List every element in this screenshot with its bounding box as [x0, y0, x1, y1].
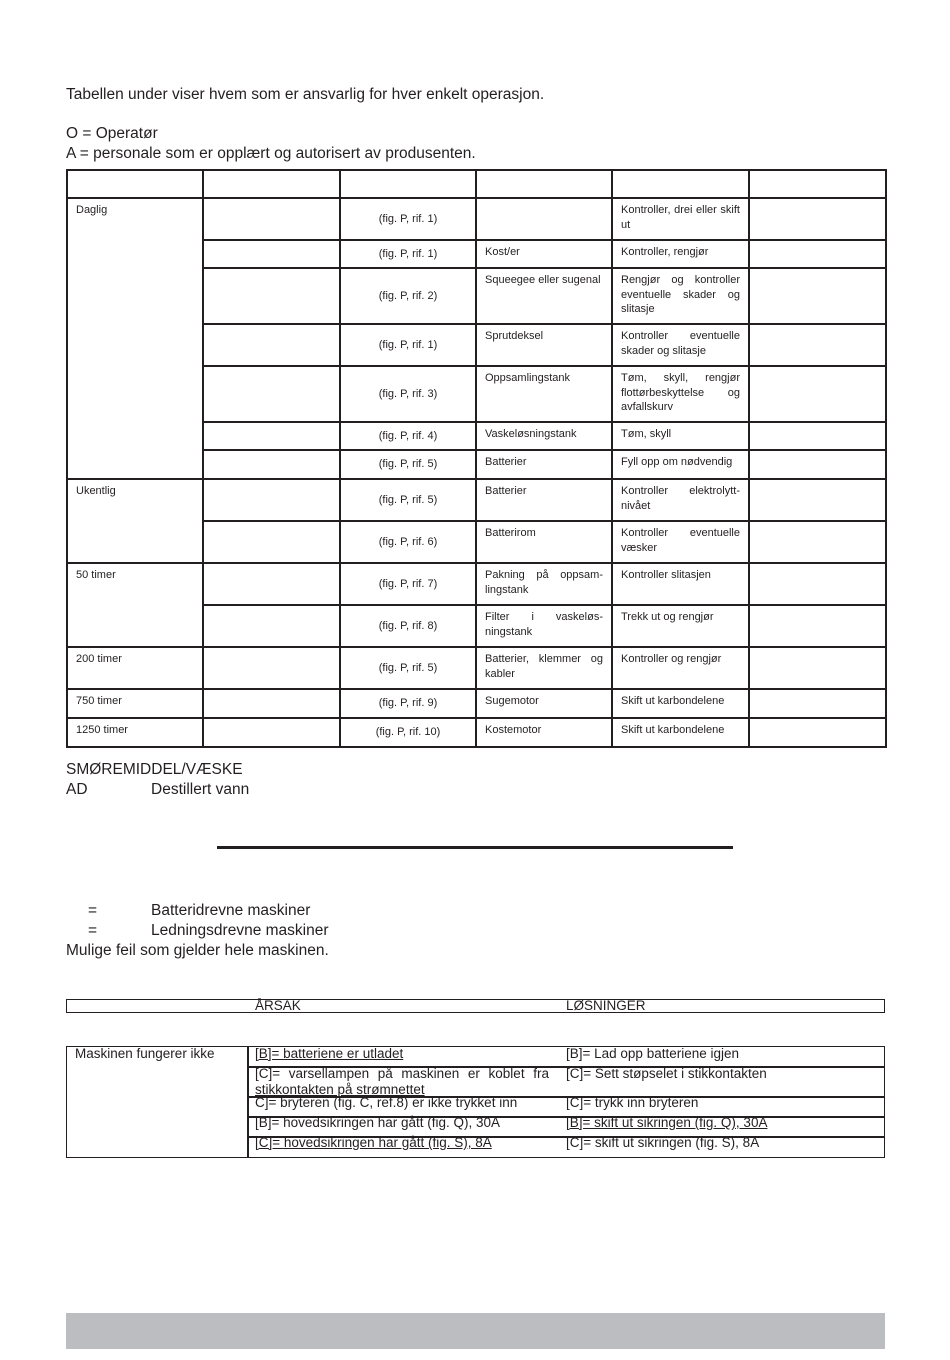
responsible-cell [749, 479, 886, 521]
task-cell [203, 563, 340, 605]
part-cell: Kost/er [476, 240, 612, 268]
ref-cell: (fig. P, rif. 7) [340, 563, 476, 605]
header-cell [203, 170, 340, 198]
ref-cell: (fig. P, rif. 4) [340, 422, 476, 450]
action-cell: Kontroller elektrolyttnivået [612, 479, 749, 521]
cause-text: [C]= hovedsikringen har gått (fig. S), 8A [255, 1135, 492, 1150]
intro-text: Tabellen under viser hvem som er ansvarlig for hver enkelt operasjon. [66, 86, 545, 103]
ref-cell: (fig. P, rif. 8) [340, 605, 476, 647]
interval-cell: Daglig [67, 198, 203, 479]
part-cell: Oppsamlingstank [476, 366, 612, 422]
action-cell: Kontroller og rengjør [612, 647, 749, 689]
task-cell [203, 647, 340, 689]
ref-cell: (fig. P, rif. 5) [340, 450, 476, 479]
task-cell [203, 718, 340, 747]
part-cell: Pakning på oppsamlingstank [476, 563, 612, 605]
action-cell: Skift ut karbondelene [612, 718, 749, 747]
ref-cell: (fig. P, rif. 1) [340, 240, 476, 268]
action-cell: Kontroller, rengjør [612, 240, 749, 268]
responsible-cell [749, 718, 886, 747]
part-cell: Batterier, klemmer og kabler [476, 647, 612, 689]
part-cell: Vaskeløsningstank [476, 422, 612, 450]
ref-cell: (fig. P, rif. 5) [340, 647, 476, 689]
part-cell: Squeegee eller sugenal [476, 268, 612, 324]
task-cell [203, 240, 340, 268]
interval-cell: 1250 timer [67, 718, 203, 747]
cable-machines-label: Ledningsdrevne maskiner [151, 922, 329, 939]
header-cell [476, 170, 612, 198]
header-cell [340, 170, 476, 198]
part-cell: Sprutdeksel [476, 324, 612, 366]
solution-text: [C]= skift ut sikringen (fig. S), 8A [566, 1135, 760, 1150]
action-cell: Kontroller, drei eller skift ut [612, 198, 749, 240]
table-row [67, 198, 886, 240]
table-row [67, 718, 886, 747]
task-cell [203, 521, 340, 563]
interval-cell: 50 timer [67, 563, 203, 647]
cause-text: [B]= batteriene er utladet [255, 1046, 404, 1061]
column-cause: ÅRSAK [255, 998, 301, 1013]
ref-cell: (fig. P, rif. 6) [340, 521, 476, 563]
task-cell [203, 422, 340, 450]
solution-text: [C]= trykk inn bryteren [566, 1095, 699, 1110]
responsible-cell [749, 268, 886, 324]
ref-cell: (fig. P, rif. 10) [340, 718, 476, 747]
responsible-cell [749, 422, 886, 450]
part-cell: Kostemotor [476, 718, 612, 747]
task-cell [203, 324, 340, 366]
header-cell [67, 170, 203, 198]
part-cell: Sugemotor [476, 689, 612, 718]
responsible-cell [749, 605, 886, 647]
table-row [67, 563, 886, 605]
cause-text: stikkontakten på strømnettet [255, 1082, 425, 1097]
table-header-row [67, 170, 886, 198]
responsible-cell [749, 450, 886, 479]
task-cell [203, 366, 340, 422]
part-cell: Batterier [476, 479, 612, 521]
problem-label: Maskinen fungerer ikke [75, 1046, 215, 1061]
responsible-cell [749, 563, 886, 605]
lubricant-heading: SMØREMIDDEL/VÆSKE [66, 761, 243, 778]
responsible-cell [749, 366, 886, 422]
cause-text: C]= bryteren (fig. C, ref.8) er ikke trykket inn [255, 1095, 518, 1110]
table-row [67, 479, 886, 521]
action-cell: Rengjør og kontroller eventuelle skader og slitasje [612, 268, 749, 324]
task-cell [203, 605, 340, 647]
action-cell: Trekk ut og rengjør [612, 605, 749, 647]
ref-cell: (fig. P, rif. 9) [340, 689, 476, 718]
lubricant-description: Destillert vann [151, 781, 250, 798]
part-cell: Batterirom [476, 521, 612, 563]
task-cell [203, 268, 340, 324]
action-cell: Kontroller eventuelle væsker [612, 521, 749, 563]
header-cell [612, 170, 749, 198]
action-cell: Kontroller eventuelle skader og slitasje [612, 324, 749, 366]
column-divider [247, 1046, 249, 1158]
responsible-cell [749, 198, 886, 240]
ref-cell: (fig. P, rif. 2) [340, 268, 476, 324]
maintenance-table [66, 169, 887, 748]
interval-cell: 200 timer [67, 647, 203, 689]
table-row [67, 689, 886, 718]
task-cell [203, 479, 340, 521]
column-solution: LØSNINGER [566, 998, 646, 1013]
battery-machines-label: Batteridrevne maskiner [151, 902, 311, 919]
responsible-cell [749, 324, 886, 366]
cause-text: [C]= varsellampen på maskinen er koblet fra [255, 1066, 549, 1081]
task-cell [203, 689, 340, 718]
part-cell: Batterier [476, 450, 612, 479]
header-cell [749, 170, 886, 198]
responsible-cell [749, 240, 886, 268]
action-cell: Tøm, skyll, rengjør flottørbeskyttelse og avfallskurv [612, 366, 749, 422]
ref-cell: (fig. P, rif. 1) [340, 198, 476, 240]
solution-text: [B]= skift ut sikringen (fig. Q), 30A [566, 1115, 768, 1130]
lubricant-code: AD [66, 781, 88, 798]
action-cell: Tøm, skyll [612, 422, 749, 450]
action-cell: Kontroller slitasjen [612, 563, 749, 605]
action-cell: Skift ut karbondelene [612, 689, 749, 718]
section-divider [217, 846, 733, 849]
fault-note: Mulige feil som gjelder hele maskinen. [66, 942, 329, 959]
legend-authorised: A = personale som er opplært og autorisert av produsenten. [66, 145, 476, 162]
task-cell [203, 198, 340, 240]
responsible-cell [749, 521, 886, 563]
legend-operator: O = Operatør [66, 125, 158, 142]
cable-symbol: = [88, 922, 98, 939]
page-footer-band [66, 1313, 885, 1349]
task-cell [203, 450, 340, 479]
action-cell: Fyll opp om nødvendig [612, 450, 749, 479]
part-cell: Filter i vaskeløsningstank [476, 605, 612, 647]
cause-text: [B]= hovedsikringen har gått (fig. Q), 30A [255, 1115, 501, 1130]
interval-cell: 750 timer [67, 689, 203, 718]
responsible-cell [749, 689, 886, 718]
ref-cell: (fig. P, rif. 3) [340, 366, 476, 422]
ref-cell: (fig. P, rif. 1) [340, 324, 476, 366]
interval-cell: Ukentlig [67, 479, 203, 563]
solution-text: [B]= Lad opp batteriene igjen [566, 1046, 740, 1061]
part-cell [476, 198, 612, 240]
solution-text: [C]= Sett støpselet i stikkontakten [566, 1066, 767, 1081]
troubleshooting-header [66, 999, 885, 1013]
table-row [67, 647, 886, 689]
responsible-cell [749, 647, 886, 689]
ref-cell: (fig. P, rif. 5) [340, 479, 476, 521]
battery-symbol: = [88, 902, 98, 919]
